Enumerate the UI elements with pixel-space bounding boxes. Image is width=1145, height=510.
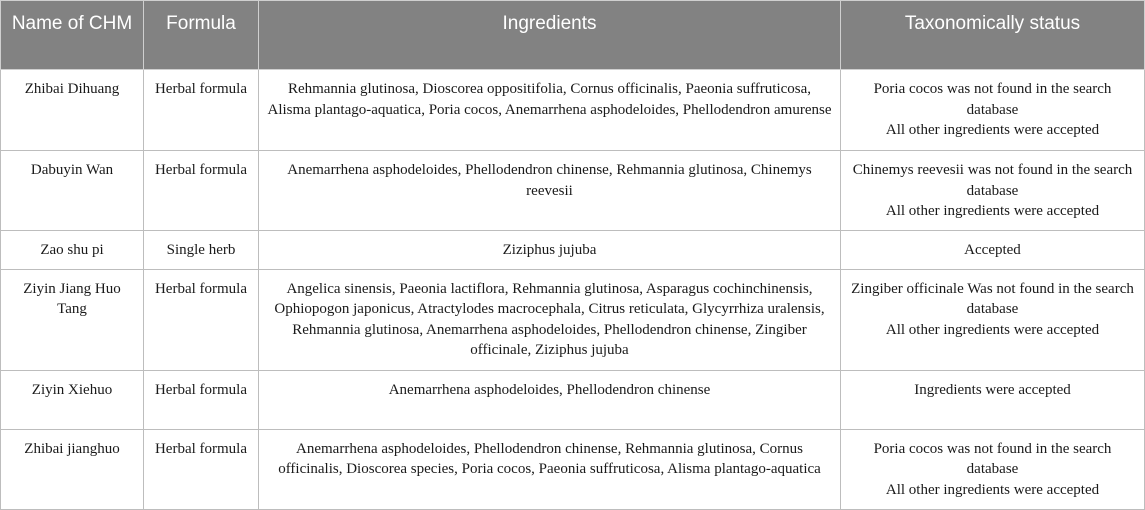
cell-status — [841, 70, 1145, 151]
status-line: All other ingredients were accepted — [885, 481, 1100, 498]
header-ingredients: Ingredients — [259, 1, 841, 70]
status-line: Chinemys reevesii was not found in the search database — [852, 162, 1133, 199]
cell-ingredients: Anemarrhena asphodeloides, Phellodendron chinense, Rehmannia glutinosa, Cornus officinalis, Dioscorea species, Poria cocos, Paeonia suffruticosa, Alisma plantago-aquatica — [259, 429, 841, 509]
status-line: Poria cocos was not found in the search database — [873, 440, 1112, 477]
cell-name: Zhibai Dihuang — [1, 70, 144, 151]
cell-formula: Herbal formula — [144, 429, 259, 509]
cell-name: Dabuyin Wan — [1, 151, 144, 231]
header-name-of-chm: Name of CHM — [1, 1, 144, 70]
cell-status — [841, 151, 1145, 231]
cell-status — [841, 269, 1145, 370]
cell-formula: Herbal formula — [144, 370, 259, 429]
table-row — [1, 151, 1145, 231]
table-row — [1, 231, 1145, 270]
status-line: Accepted — [964, 242, 1021, 258]
cell-status — [841, 370, 1145, 429]
status-line: Ingredients were accepted — [914, 381, 1071, 398]
header-formula: Formula — [144, 1, 259, 70]
status-line: All other ingredients were accepted — [885, 122, 1100, 138]
table-row — [1, 370, 1145, 429]
cell-ingredients: Anemarrhena asphodeloides, Phellodendron chinense, Rehmannia glutinosa, Chinemys reevesii — [259, 151, 841, 231]
cell-name: Ziyin Xiehuo — [1, 370, 144, 429]
cell-ingredients: Ziziphus jujuba — [259, 231, 841, 270]
cell-formula: Single herb — [144, 231, 259, 270]
cell-status — [841, 231, 1145, 270]
table-header-row — [1, 1, 1145, 70]
header-taxonomic-status: Taxonomically status — [841, 1, 1145, 70]
cell-name: Zhibai jianghuo — [1, 429, 144, 509]
status-line: Zingiber officinale Was not found in the search database — [851, 280, 1134, 317]
cell-formula: Herbal formula — [144, 70, 259, 151]
cell-status — [841, 429, 1145, 509]
cell-ingredients: Anemarrhena asphodeloides, Phellodendron chinense — [259, 370, 841, 429]
cell-name: Ziyin Jiang Huo Tang — [1, 269, 144, 370]
cell-formula: Herbal formula — [144, 151, 259, 231]
status-line: All other ingredients were accepted — [885, 321, 1100, 338]
table-row — [1, 70, 1145, 151]
cell-ingredients: Angelica sinensis, Paeonia lactiflora, Rehmannia glutinosa, Asparagus cochinchinensis, Ophiopogon japonicus, Atractylodes macrocephala, Citrus reticulata, Glycyrrhiza uralensis, Rehmannia glutinosa, Anemarrhena asphodeloides, Phellodendron chinense, Zingiber officinale, Ziziphus jujuba — [259, 269, 841, 370]
cell-name: Zao shu pi — [1, 231, 144, 270]
status-line: All other ingredients were accepted — [885, 203, 1100, 219]
table-row — [1, 269, 1145, 370]
status-line: Poria cocos was not found in the search database — [873, 81, 1112, 118]
table-row — [1, 429, 1145, 509]
cell-ingredients: Rehmannia glutinosa, Dioscorea oppositifolia, Cornus officinalis, Paeonia suffruticosa, Alisma plantago-aquatica, Poria cocos, Anemarrhena asphodeloides, Phellodendron amurense — [259, 70, 841, 151]
cell-formula: Herbal formula — [144, 269, 259, 370]
